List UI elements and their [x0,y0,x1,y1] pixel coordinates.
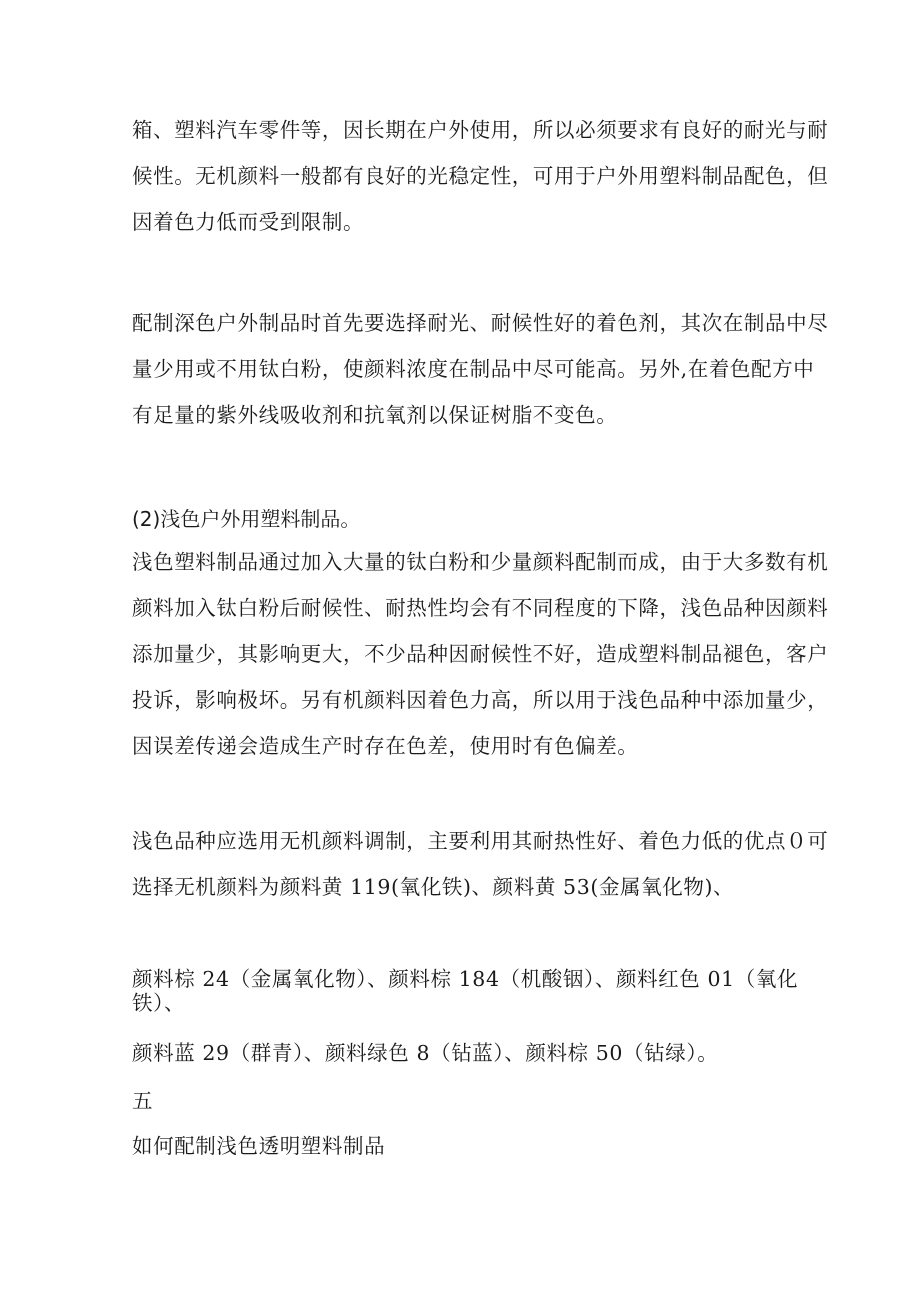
text-line: 铁）、 [132,991,186,1015]
text-line: 浅色塑料制品通过加入大量的钛白粉和少量颜料配制而成，由于大多数有机 [132,550,829,574]
text-line: 选择无机颜料为颜料黄 119(氧化铁)、颜料黄 53(金属氧化物)、 [132,875,735,899]
text-line: 量少用或不用钛白粉，使颜料浓度在制品中尽可能高。另外,在着色配方中 [132,357,815,381]
paragraph-pigment-list-2 [132,1030,812,1076]
text-line: 浅色品种应选用无机颜料调制，主要利用其耐热性好、着色力低的优点０可 [132,829,829,853]
text-line: 颜料蓝 29（群青）、颜料绿色 8（钻蓝）、颜料棕 50（钻绿）。 [132,1041,719,1065]
paragraph-dark-outdoor-products [132,300,829,438]
section-title [132,1123,812,1169]
section-title-text: 如何配制浅色透明塑料制品 [132,1134,386,1158]
section-number [132,1078,812,1124]
paragraph-pigment-list-1 [132,967,812,1015]
section-number-text: 五 [132,1089,154,1113]
paragraph-outdoor-lightfastness [132,107,829,245]
text-line: 投诉，影响极坏。另有机颜料因着色力高，所以用于浅色品种中添加量少， [132,688,829,712]
text-line: 添加量少，其影响更大，不少品种因耐候性不好，造成塑料制品褪色，客户 [132,642,829,666]
paragraph-inorganic-pigment-selection [132,818,829,910]
heading-text: (2)浅色户外用塑料制品。 [132,507,361,531]
text-line: 颜料棕 24（金属氧化物）、颜料棕 184（机酸铟）、颜料红色 01（氧化 [132,967,799,991]
text-line: 因着色力低而受到限制。 [132,210,365,234]
text-line: 候性。无机颜料一般都有良好的光稳定性，可用于户外用塑料制品配色，但 [132,164,829,188]
text-line: 颜料加入钛白粉后耐候性、耐热性均会有不同程度的下降，浅色品种因颜料 [132,596,829,620]
text-line: 箱、塑料汽车零件等，因长期在户外使用，所以必须要求有良好的耐光与耐 [132,118,829,142]
text-line: 因误差传递会造成生产时存在色差，使用时有色偏差。 [132,734,639,758]
text-line: 有足量的紫外线吸收剂和抗氧剂以保证树脂不变色。 [132,403,618,427]
text-line: 配制深色户外制品时首先要选择耐光、耐候性好的着色剂，其次在制品中尽 [132,311,829,335]
paragraph-light-outdoor-products [132,539,829,769]
section-heading [132,496,812,542]
